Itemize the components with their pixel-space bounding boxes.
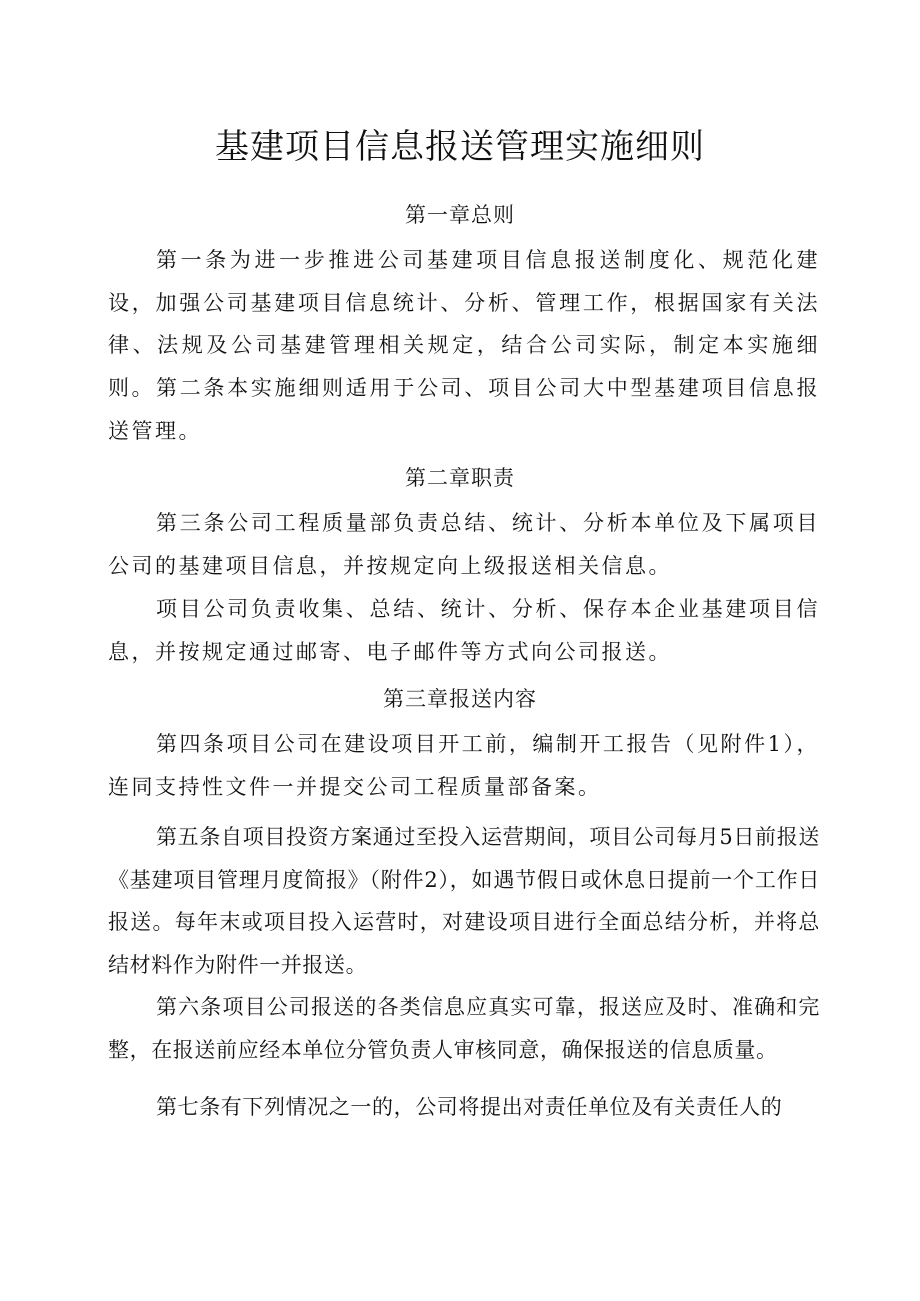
article-6: 第六条项目公司报送的各类信息应真实可靠，报送应及时、准确和完整，在报送前应经本单位分管负责人审核同意，确保报送的信息质量。 — [108, 995, 820, 1062]
article-5: 第五条自项目投资方案通过至投入运营期间，项目公司每月5日前报送《基建项目管理月度简报》（附件2），如遇节假日或休息日提前一个工作日报送。每年末或项目投入运营时，对建设项目进行全面总结分析，并将总结材料作为附件一并报送。 — [108, 825, 820, 977]
article-4: 第四条项目公司在建设项目开工前，编制开工报告（见附件1），连同支持性文件一并提交公司工程质量部备案。 — [108, 732, 820, 799]
article-2: 第二条本实施细则适用于公司、项目公司大中型基建项目信息报送管理。 — [108, 376, 820, 443]
paragraph-project-company-duties: 项目公司负责收集、总结、统计、分析、保存本企业基建项目信息，并按规定通过邮寄、电子邮件等方式向公司报送。 — [108, 597, 820, 664]
chapter-heading-2: 第二章职责 — [405, 466, 515, 490]
document-title: 基建项目信息报送管理实施细则 — [215, 127, 705, 167]
article-7: 第七条有下列情况之一的，公司将提出对责任单位及有关责任人的 — [156, 1095, 783, 1119]
article-3: 第三条公司工程质量部负责总结、统计、分析本单位及下属项目公司的基建项目信息，并按规定向上级报送相关信息。 — [108, 511, 820, 578]
chapter-heading-1: 第一章总则 — [405, 203, 515, 227]
chapter-heading-3: 第三章报送内容 — [383, 687, 537, 711]
article-1: 第一条为进一步推进公司基建项目信息报送制度化、规范化建设，加强公司基建项目信息统计、分析、管理工作，根据国家有关法律、法规及公司基建管理相关规定，结合公司实际，制定本实施细则。 — [108, 248, 820, 400]
